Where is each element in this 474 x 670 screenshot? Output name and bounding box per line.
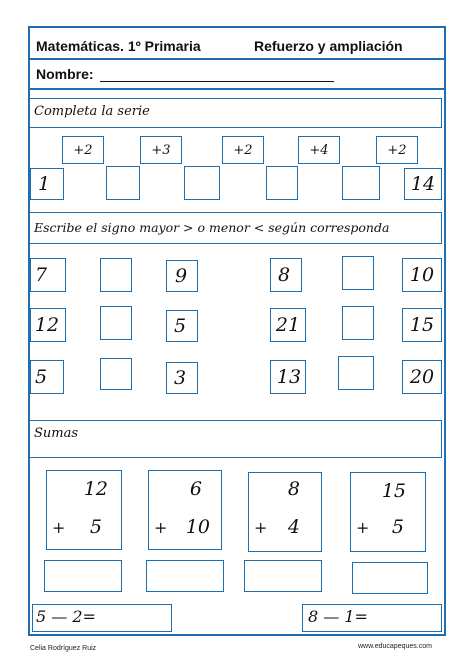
compare-number: 13 (276, 366, 302, 388)
compare-sign-box[interactable] (342, 256, 374, 290)
sum-operator: + (254, 518, 268, 537)
sum-operator: + (356, 518, 370, 537)
series-end-number: 14 (410, 173, 436, 195)
compare-instruction: Escribe el signo mayor > o menor < según corresponda (34, 220, 390, 235)
sum-top-number: 15 (381, 480, 406, 502)
compare-number: 20 (409, 366, 435, 388)
worksheet-subject-title: Matemáticas. 1º Primaria (36, 38, 201, 54)
compare-number: 3 (173, 367, 187, 389)
compare-number: 5 (34, 366, 48, 388)
series-answer-box[interactable] (106, 166, 140, 200)
sum-answer-box[interactable] (44, 560, 122, 592)
compare-number: 12 (34, 314, 60, 336)
name-label: Nombre: (36, 66, 94, 82)
sums-instruction: Sumas (34, 426, 79, 441)
series-answer-box[interactable] (342, 166, 380, 200)
compare-number: 5 (173, 315, 187, 337)
series-step: +3 (151, 142, 171, 158)
compare-sign-box[interactable] (100, 358, 132, 390)
compare-number: 7 (34, 264, 48, 286)
series-start-number: 1 (37, 173, 51, 195)
sum-bottom-number: 5 (89, 516, 102, 538)
sum-operator: + (154, 518, 168, 537)
compare-number: 8 (277, 264, 291, 286)
series-instruction: Completa la serie (34, 104, 150, 119)
sum-answer-box[interactable] (146, 560, 224, 592)
sum-operator: + (52, 518, 66, 537)
series-step: +2 (73, 142, 93, 158)
sum-top-number: 6 (189, 478, 202, 500)
footer-author: Celia Rodríguez Ruiz (30, 645, 97, 652)
compare-number: 15 (409, 314, 435, 336)
name-field[interactable] (100, 64, 334, 82)
compare-sign-box[interactable] (342, 306, 374, 340)
sum-bottom-number: 10 (185, 516, 210, 538)
compare-number: 10 (409, 264, 435, 286)
compare-sign-box[interactable] (100, 306, 132, 340)
sum-top-number: 8 (287, 478, 300, 500)
series-step: +2 (233, 142, 253, 158)
footer-site: www.educapeques.com (358, 643, 432, 650)
sum-answer-box[interactable] (352, 562, 428, 594)
compare-sign-box[interactable] (100, 258, 132, 292)
series-step: +4 (309, 142, 329, 158)
sum-bottom-number: 4 (287, 516, 300, 538)
worksheet-type-title: Refuerzo y ampliación (254, 38, 403, 54)
series-answer-box[interactable] (184, 166, 220, 200)
series-step: +2 (387, 142, 407, 158)
sum-top-number: 12 (83, 478, 108, 500)
sum-bottom-number: 5 (391, 516, 404, 538)
compare-number: 9 (174, 265, 188, 287)
series-answer-box[interactable] (266, 166, 298, 200)
compare-sign-box[interactable] (338, 356, 374, 390)
subtraction-expression: 8 — 1= (308, 607, 368, 626)
sums-instruction-bar (28, 420, 442, 458)
sum-answer-box[interactable] (244, 560, 322, 592)
compare-number: 21 (275, 314, 301, 336)
subtraction-expression: 5 — 2= (36, 607, 96, 626)
